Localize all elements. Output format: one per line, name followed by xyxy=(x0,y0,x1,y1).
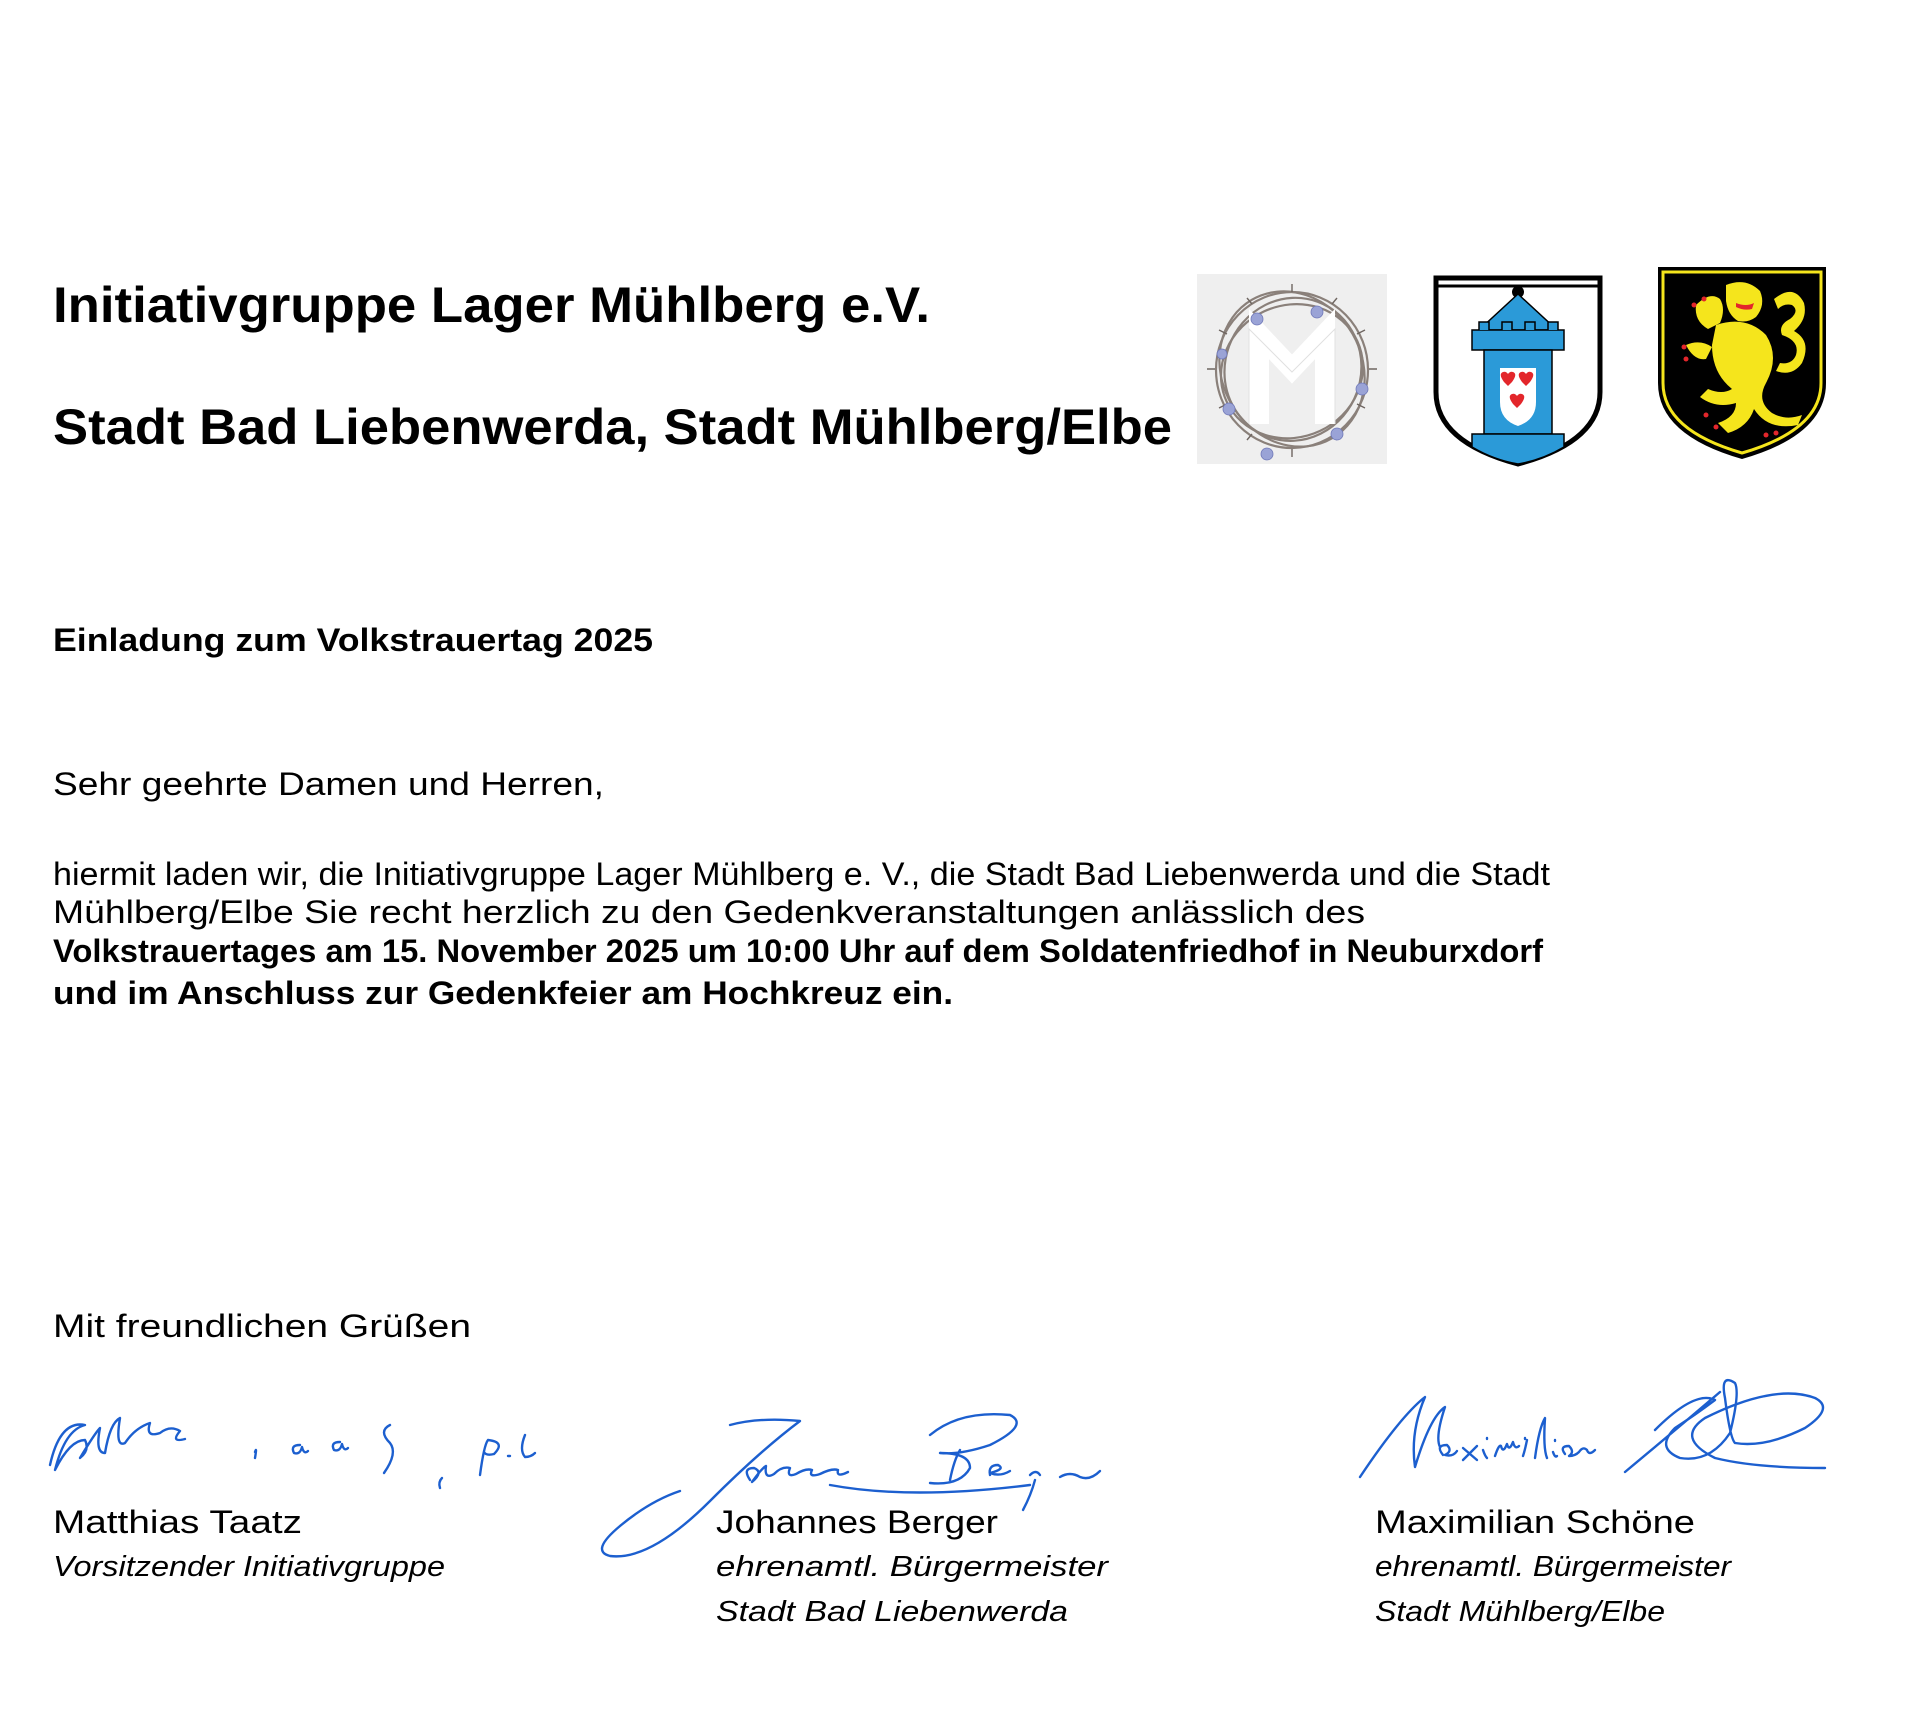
signatory-3-name: Maximilian Schöne xyxy=(1375,1504,1695,1540)
body-event-continuation: und im Anschluss zur Gedenkfeier am Hochkreuz ein. xyxy=(53,975,953,1011)
bad-liebenwerda-coat-of-arms xyxy=(1432,272,1604,468)
thorn-wreath-m-icon xyxy=(1197,274,1387,464)
signatory-1-role: Vorsitzender Initiativgruppe xyxy=(53,1551,446,1583)
closing: Mit freundlichen Grüßen xyxy=(53,1308,471,1344)
header-organization: Initiativgruppe Lager Mühlberg e.V. xyxy=(53,277,930,333)
signature-matthias-taatz xyxy=(40,1410,540,1495)
header-cities: Stadt Bad Liebenwerda, Stadt Mühlberg/Elbe xyxy=(53,399,1172,455)
muehlberg-coat-of-arms xyxy=(1656,265,1828,461)
signatory-1-name: Matthias Taatz xyxy=(53,1504,302,1540)
wreath-logo xyxy=(1197,274,1387,464)
body-line-1: hiermit laden wir, die Initiativgruppe Lager Mühlberg e. V., die Stadt Bad Liebenwerda und die Stadt xyxy=(53,856,1550,892)
signature-johannes-berger xyxy=(590,1405,1150,1570)
body-event-details: Volkstrauertages am 15. November 2025 um 10:00 Uhr auf dem Soldatenfriedhof in Neuburxdorf xyxy=(53,933,1543,969)
signatory-3-org: Stadt Mühlberg/Elbe xyxy=(1375,1596,1665,1628)
signatory-2-org: Stadt Bad Liebenwerda xyxy=(716,1596,1068,1628)
body-line-2: Mühlberg/Elbe Sie recht herzlich zu den Gedenkveranstaltungen anlässlich des xyxy=(53,894,1366,930)
salutation: Sehr geehrte Damen und Herren, xyxy=(53,766,604,802)
lion-shield-icon xyxy=(1656,265,1828,461)
signatory-2-name: Johannes Berger xyxy=(716,1504,998,1540)
signatory-3-role: ehrenamtl. Bürgermeister xyxy=(1375,1551,1731,1583)
signatory-2-role: ehrenamtl. Bürgermeister xyxy=(716,1551,1108,1583)
letter-subject: Einladung zum Volkstrauertag 2025 xyxy=(53,622,653,658)
signature-maximilian-schoene xyxy=(1355,1360,1895,1490)
tower-shield-icon xyxy=(1432,272,1604,468)
